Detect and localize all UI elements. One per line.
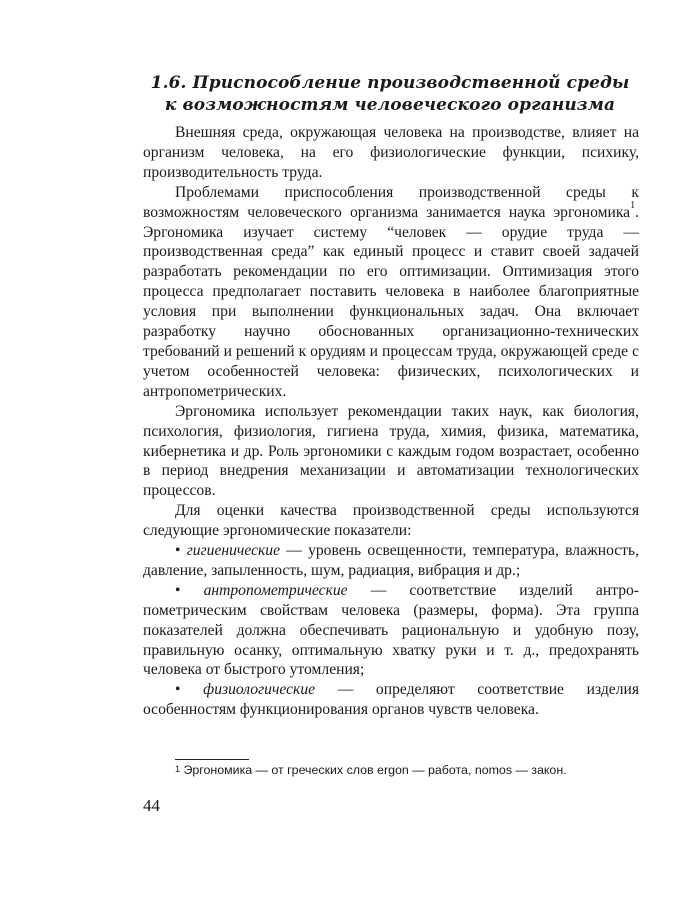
bullet-item-anthropometric	[143, 581, 639, 681]
paragraph-3: Эргономика использует рекомендации таких наук, как биология, психология, физиология, гигиена труда, химия, физика, математика, кибернетика и др. Роль эргономики с каждым годом возрастает, особенно в период внедрения механизации и автоматизации технологических процессов.	[143, 402, 639, 500]
bullet-term: физиологические	[203, 681, 316, 699]
bullet-term: гигиенические	[186, 542, 281, 560]
footnote-reference: 1	[630, 199, 636, 211]
bullet-text: — уровень освещенности, температура, влажность, давление, запыленность, шум, радиация, вибрация и др.;	[143, 542, 639, 579]
page-number: 44	[143, 796, 160, 815]
bullet-marker: •	[175, 581, 181, 599]
bullet-text: — соответствие изделий антропометрическим свойствам человека (размеры, форма). Эта группа показателей должна обеспечивать рациональную и удобную позу, правильную осанку, оптимальную хватку руки и т. д., предохранять человека от быстрого утомления;	[143, 581, 639, 679]
paragraph-4: Для оценки качества производственной среды используются следующие эргономические показатели:	[143, 502, 639, 540]
paragraph-1: Внешняя среда, окружающая человека на производстве, влияет на организм человека, на его физиологические функции, психику, производительность труда.	[143, 124, 639, 181]
bullet-item-physiological	[143, 680, 639, 720]
section-heading-line-1: 1.6. Приспособление производственной среды	[150, 73, 630, 93]
bullet-marker: •	[175, 681, 181, 699]
paragraph-2-text-start: Проблемами приспособления производственной среды к возможностям человеческого организма занимается наука эргономика	[143, 183, 639, 221]
footnote	[175, 762, 645, 778]
bullet-marker: •	[175, 542, 181, 560]
footnote-divider	[175, 759, 249, 760]
paragraph-2-text-end: . Эргономика изучает систему “человек — орудие труда — производственная среда” как единый процесс и ставит своей задачей разработать рекомендации по его оптимизации. Оптимизация этого процесса предполагает поставить человека в наиболее благоприятные условия при выполнении функциональных задач. Она включает разработку научно обоснованных организационно-технических требований и решений к орудиям и процессам труда, окружающей среде с учетом особенностей человека: физических, психологических и антропометрических.	[143, 203, 639, 400]
body-text	[143, 123, 639, 720]
bullet-text: — определяют соответствие изделия особенностям функционирования органов чувств человека.	[143, 681, 639, 719]
footnote-marker: 1	[175, 764, 181, 774]
paragraph-2	[143, 183, 639, 402]
bullet-item-hygienic	[143, 541, 639, 581]
footnote-text: Эргономика — от греческих слов ergon — работа, nomos — закон.	[180, 763, 567, 777]
section-heading-line-2: к возможностям человеческого организма	[164, 95, 616, 115]
bullet-term: антропометрические	[203, 581, 348, 599]
